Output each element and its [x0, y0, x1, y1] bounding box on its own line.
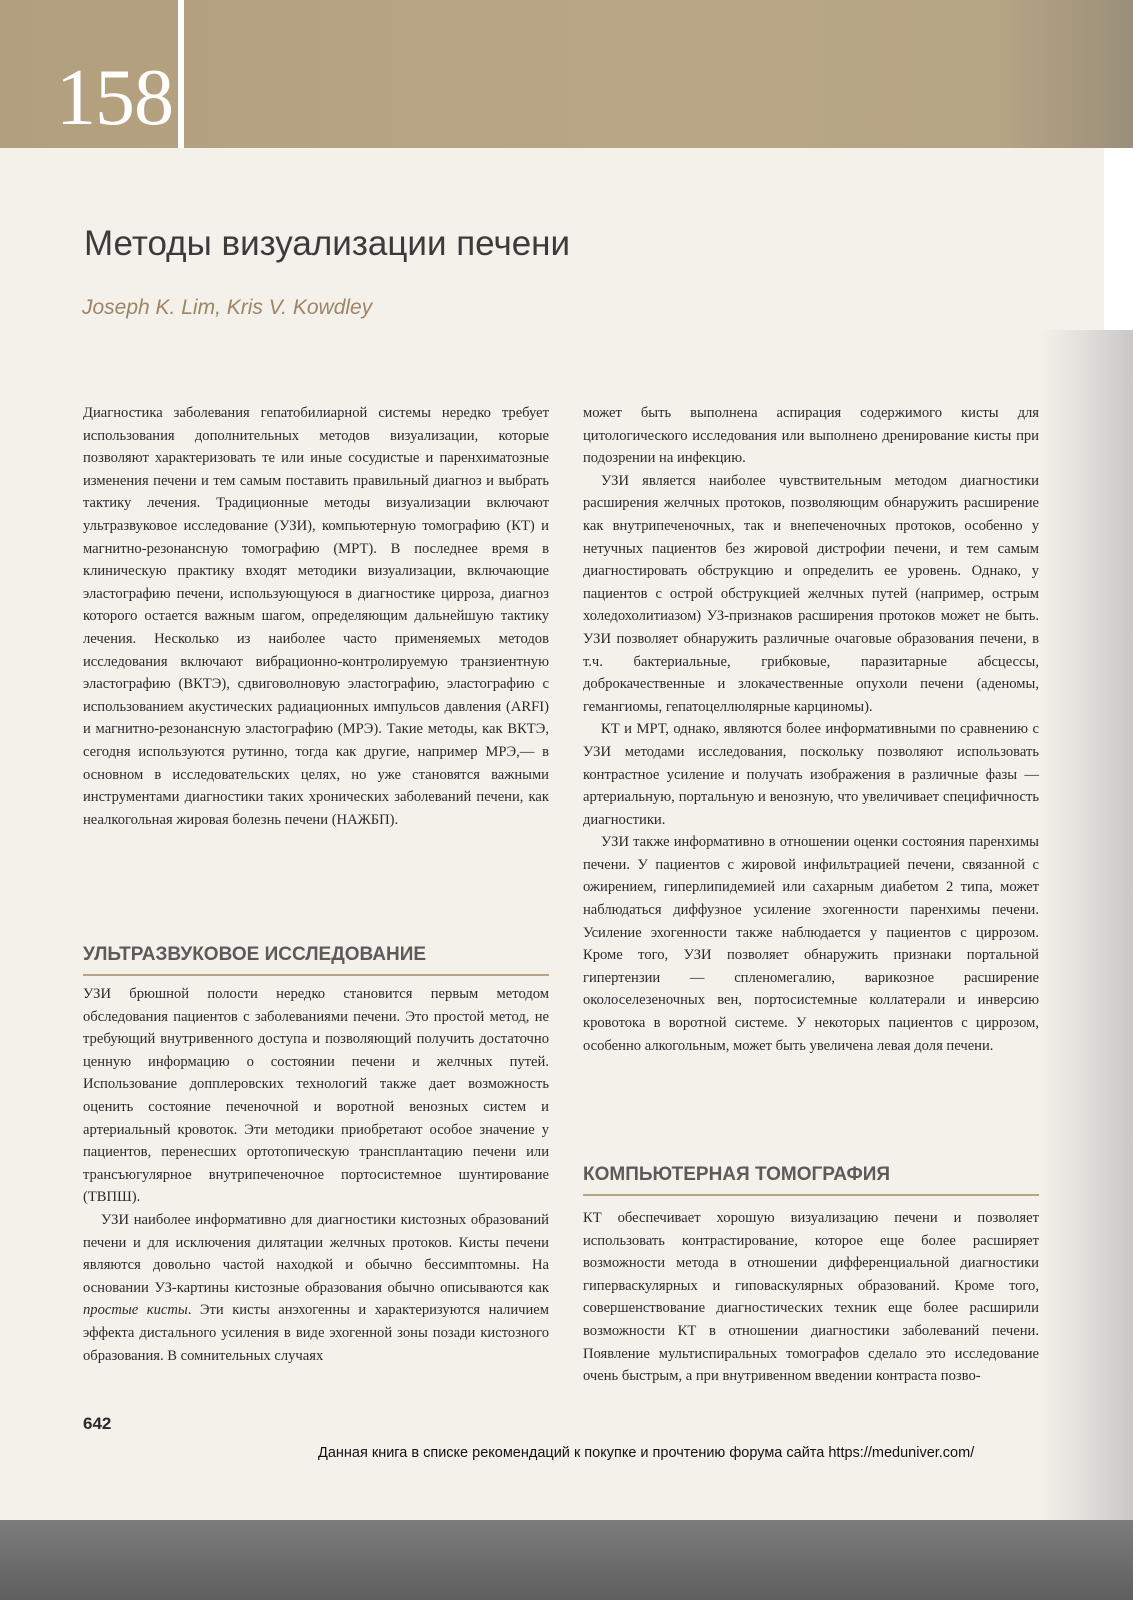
- ultrasound-paragraph-2-start: УЗИ наиболее информативно для диагностики кистозных образований печени и для исключения дилятации желчных протоков. Кисты печени являются довольно частой находкой и обычно бессимптомны. На основании УЗ-картины кистозные образования обычно описываются как: [83, 1211, 549, 1296]
- simple-cysts-term: простые кисты: [83, 1302, 188, 1319]
- chapter-number: 158: [56, 54, 173, 142]
- header-separator: [178, 0, 184, 148]
- right-column: [583, 402, 1039, 1057]
- right-paragraph-1: может быть выполнена аспирация содержимого кисты для цитологического исследования или выполнено дренирование кисты при подозрении на инфекцию.: [583, 405, 1039, 467]
- right-paragraph-2: УЗИ является наиболее чувствительным методом диагностики расширения желчных протоков, позволяющим обнаружить расширение как внутрипеченочных, так и внепеченочных протоков, особенно у нетучных пациентов без жировой дистрофии печени, и тем самым диагностировать обструкцию и определить ее уровень. Однако, у пациентов с острой обструкцией желчных путей (например, острым холедохолитиазом) УЗ-признаков расширения протоков может не быть. УЗИ позволяет обнаружить различные очаговые образования печени, в т.ч. бактериальные, грибковые, паразитарные абсцессы, доброкачественные и злокачественные опухоли печени (аденомы, гемангиомы, гепатоцеллюлярные карциномы).: [583, 472, 1039, 715]
- right-paragraph-4: УЗИ также информативно в отношении оценки состояния паренхимы печени. У пациентов с жировой инфильтрацией печени, связанной с ожирением, гиперлипидемией или сахарным диабетом 2 типа, может наблюдаться диффузное усиление эхогенности паренхимы печени. Усиление эхогенности также наблюдается у пациентов с циррозом. Кроме того, УЗИ позволяет обнаружить признаки портальной гипертензии — спленомегалию, варикозное расширение околоселезеночных вен, портосистемные коллатерали и инверсию кровотока в воротной системе. У некоторых пациентов с циррозом, особенно алкогольным, может быть увеличена левая доля печени.: [583, 834, 1039, 1054]
- section-heading-ct: КОМПЬЮТЕРНАЯ ТОМОГРАФИЯ: [583, 1164, 1039, 1196]
- ultrasound-paragraph-1: УЗИ брюшной полости нередко становится первым методом обследования пациентов с заболеваниями печени. Это простой метод, не требующий внутривенного доступа и позволяющий получить достаточно ценную информацию о состоянии печени и желчных путей. Использование допплеровских технологий также дает возможность оценить состояние печеночной и воротной венозных систем и артериальный кровоток. Эти методики приобретают особое значение у пациентов, перенесших ортотопическую трансплантацию печени или трансъюгулярное внутрипеченочное портосистемное шунтирование (ТВПШ).: [83, 986, 549, 1206]
- right-paragraph-3: КТ и МРТ, однако, являются более информативными по сравнению с УЗИ методами исследования, поскольку позволяют использовать контрастное усиление и получать изображения в различные фазы — артериальную, портальную и венозную, что увеличивает специфичность диагностики.: [583, 721, 1039, 828]
- chapter-authors: Joseph K. Lim, Kris V. Kowdley: [82, 296, 373, 319]
- ultrasound-paragraph-2-end: . Эти кисты анэхогенны и характеризуются наличием эффекта дистального усиления в виде эхогенной зоны позади кистозного образования. В сомнительных случаях: [83, 1302, 549, 1364]
- section-heading-ultrasound: УЛЬТРАЗВУКОВОЕ ИССЛЕДОВАНИЕ: [83, 944, 549, 976]
- page-binding-shadow: [1040, 330, 1133, 1520]
- page-number: 642: [83, 1414, 112, 1433]
- ct-paragraph-1: КТ обеспечивает хорошую визуализацию печени и позволяет использовать контрастирование, которое еще более расширяет возможности метода в отношении дифференциальной диагностики гиперваскулярных и гиповаскулярных образований. Кроме того, совершенствование диагностических техник еще более расширили возможности КТ в отношении диагностики заболеваний печени. Появление мультиспиральных томографов сделало это исследование очень быстрым, а при внутривенном введении контраста позво-: [583, 1210, 1039, 1385]
- right-column-ct: [583, 1207, 1039, 1388]
- ultrasound-paragraph-2: [83, 1209, 549, 1367]
- left-column-ultrasound: [83, 983, 549, 1367]
- left-column: [83, 402, 549, 831]
- chapter-title: Методы визуализации печени: [84, 224, 571, 263]
- scan-bottom-band: [0, 1520, 1133, 1600]
- intro-paragraph: Диагностика заболевания гепатобилиарной системы нередко требует использования дополнительных методов визуализации, которые позволяют характеризовать те или иные сосудистые и паренхиматозные изменения печени и тем самым поставить правильный диагноз и выбрать тактику лечения. Традиционные методы визуализации включают ультразвуковое исследование (УЗИ), компьютерную томографию (КТ) и магнитно-резонансную томографию (МРТ). В последнее время в клиническую практику входят методики визуализации, включающие эластографию печени, использующуюся в диагностике цирроза, диагноз которого остается важным шагом, определяющим дальнейшую тактику лечения. Несколько из наиболее часто применяемых методов исследования включают вибрационно-контролируемую транзиентную эластографию (ВКТЭ), сдвиговолновую эластографию, эластографию с использованием акустических радиационных импульсов давления (ARFI) и магнитно-резонансную эластографию (МРЭ). Такие методы, как ВКТЭ, сегодня используются рутинно, тогда как другие, например МРЭ,— в основном в исследовательских целях, но уже становятся важными инструментами диагностики таких хронических заболеваний печени, как неалкогольная жировая болезнь печени (НАЖБП).: [83, 405, 549, 828]
- footer-note: Данная книга в списке рекомендаций к покупке и прочтению форума сайта https://meduniver.com/: [318, 1445, 975, 1461]
